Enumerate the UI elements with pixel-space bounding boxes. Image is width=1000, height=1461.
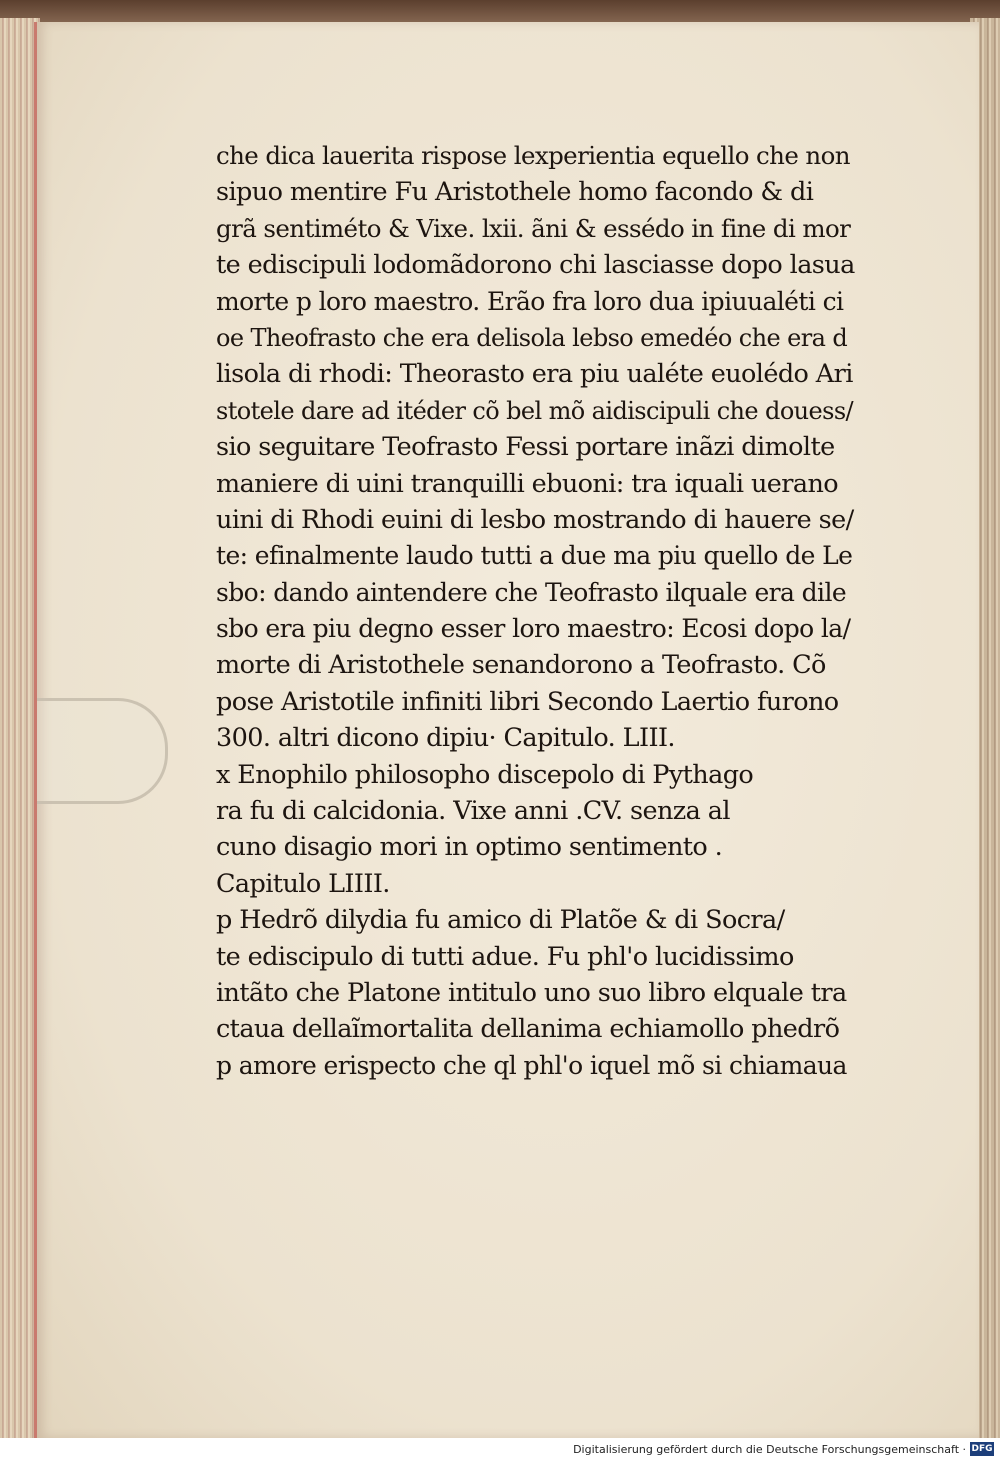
text-line: morte di Aristothele senandorono a Teofrasto. Cõ bbox=[216, 650, 826, 681]
text-line: uini di Rhodi euini di lesbo mostrando di hauere se/ bbox=[216, 504, 854, 535]
text-line: ra fu di calcidonia. Vixe anni .CV. senza al bbox=[216, 796, 730, 827]
text-line: sipuo mentire Fu Aristothele homo facondo & di bbox=[216, 177, 814, 208]
page-clip bbox=[37, 698, 168, 804]
text-line: pose Aristotile infiniti libri Secondo Laertio furono bbox=[216, 686, 839, 717]
text-line: x Enophilo philosopho discepolo di Pythago bbox=[216, 759, 754, 790]
text-line: sbo: dando aintendere che Teofrasto ilquale era dile bbox=[216, 577, 847, 607]
chapter-heading-liii: 300. altri dicono dipiu· Capitulo. LIII. bbox=[216, 723, 675, 754]
page-text bbox=[216, 138, 856, 1084]
text-line: maniere di uini tranquilli ebuoni: tra iquali uerano bbox=[216, 468, 839, 499]
text-line: stotele dare ad itéder cõ bel mõ aidiscipuli che douess/ bbox=[216, 396, 854, 425]
text-line: te ediscipulo di tutti adue. Fu phl'o lucidissimo bbox=[216, 941, 794, 972]
footer-bar bbox=[0, 1438, 1000, 1461]
text-line: lisola di rhodi: Theorasto era piu ualéte euolédo Ari bbox=[216, 359, 853, 390]
text-line: p amore erispecto che ql phl'o iquel mõ si chiamaua bbox=[216, 1050, 847, 1080]
digitization-credit: Digitalisierung gefördert durch die Deutsche Forschungsgemeinschaft · bbox=[573, 1443, 966, 1456]
text-line: grã sentiméto & Vixe. lxii. ãni & essédo in fine di mor bbox=[216, 213, 851, 243]
text-line: te: efinalmente laudo tutti a due ma piu quello de Le bbox=[216, 541, 853, 571]
text-line: che dica lauerita rispose lexperientia equello che non bbox=[216, 141, 850, 170]
text-line: te ediscipuli lodomãdorono chi lasciasse dopo lasua bbox=[216, 250, 855, 281]
text-line: sbo era piu degno esser loro maestro: Ecosi dopo la/ bbox=[216, 614, 851, 644]
dfg-logo: DFG bbox=[971, 1444, 993, 1454]
text-line: intãto che Platone intitulo uno suo libro elquale tra bbox=[216, 977, 847, 1008]
text-line: ctaua dellaĩmortalita dellanima echiamollo phedrõ bbox=[216, 1014, 840, 1045]
text-line: cuno disagio mori in optimo sentimento . bbox=[216, 832, 723, 863]
text-line: morte p loro maestro. Erão fra loro dua ipiuualéti ci bbox=[216, 286, 844, 316]
text-line: sio seguitare Teofrasto Fessi portare inãzi dimolte bbox=[216, 432, 835, 463]
chapter-heading-liiii: Capitulo LIIII. bbox=[216, 868, 390, 899]
text-line: p Hedrõ dilydia fu amico di Platõe & di Socra/ bbox=[216, 905, 785, 936]
text-line: oe Theofrasto che era delisola lebso emedéo che era d bbox=[216, 323, 848, 352]
